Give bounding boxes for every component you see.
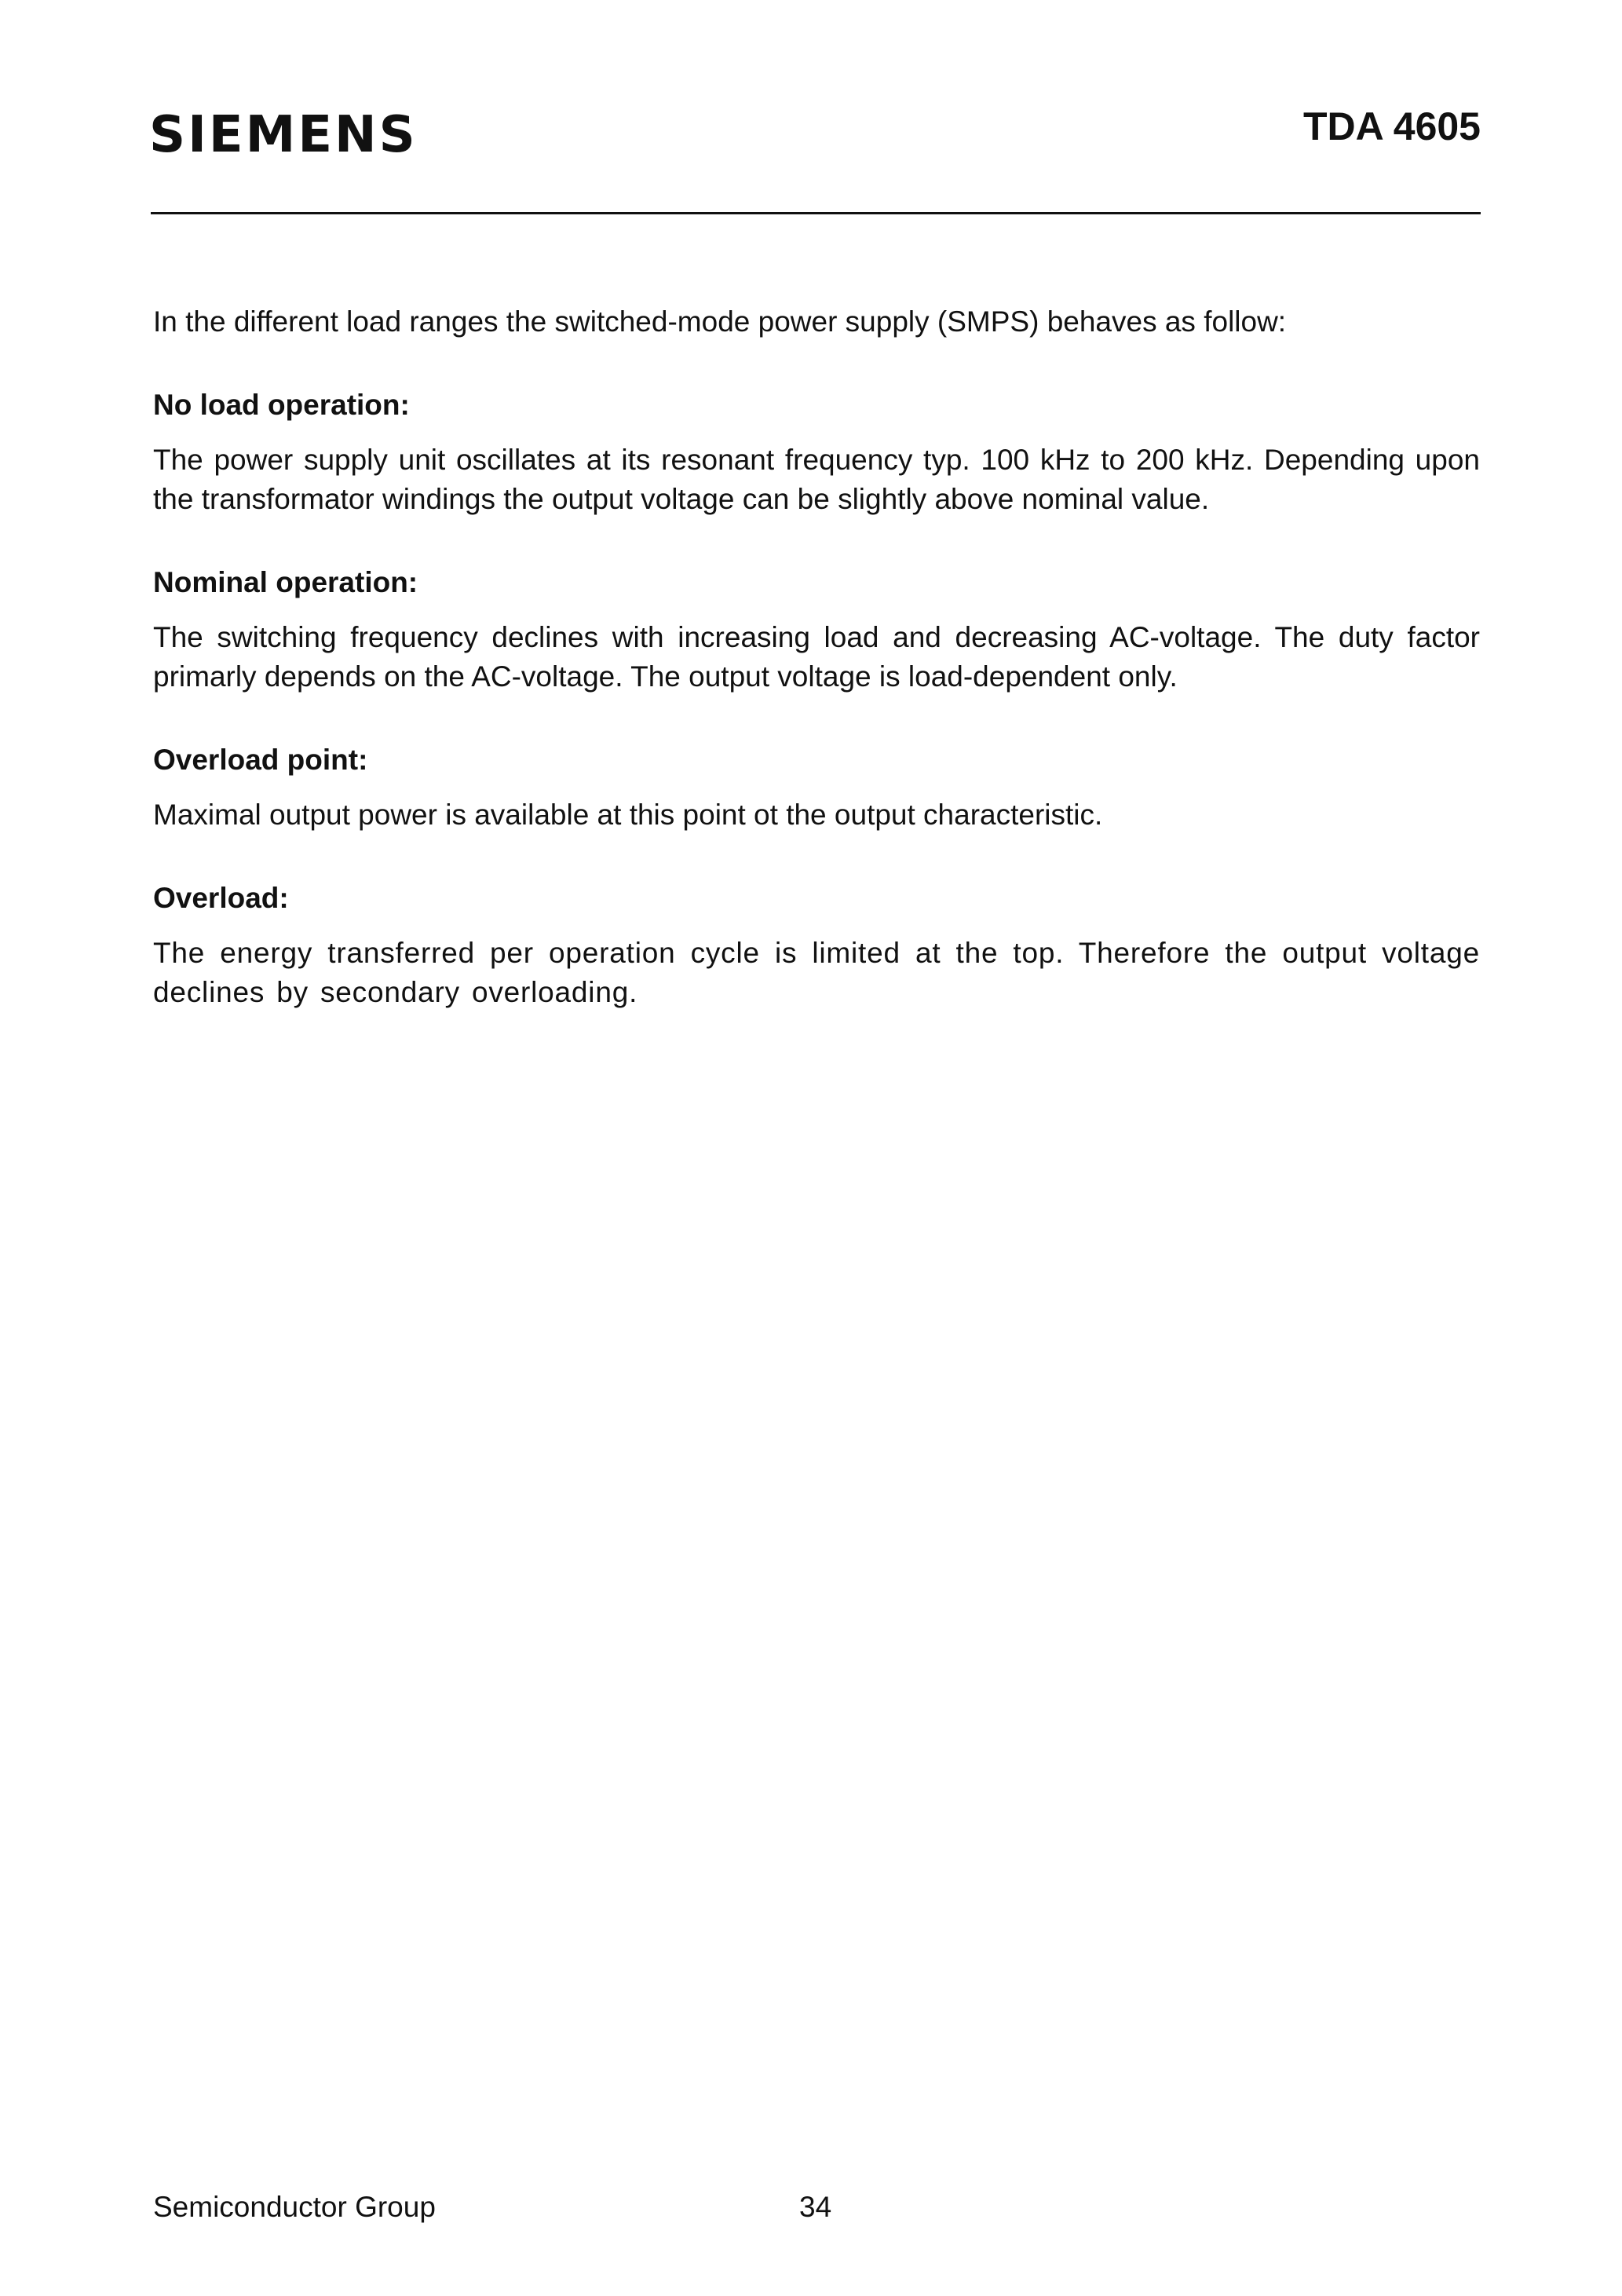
page-number: 34	[799, 2191, 832, 2223]
intro-paragraph: In the different load ranges the switched-mode power supply (SMPS) behaves as follow:	[153, 305, 1287, 338]
section-body: The switching frequency declines with increasing load and decreasing AC-voltage. The duty factor primarly depends on the AC-voltage. The output voltage is load-dependent only.	[153, 621, 1480, 693]
main-content	[153, 302, 1480, 1056]
section-heading: Overload point:	[153, 744, 368, 776]
section-nominal	[153, 563, 1480, 696]
section-body: Maximal output power is available at this point ot the output characteristic.	[153, 799, 1103, 831]
section-body: The energy transferred per operation cycle is limited at the top. Therefore the output voltage declines by secondary overloading.	[153, 937, 1480, 1008]
section-body: The power supply unit oscillates at its resonant frequency typ. 100 kHz to 200 kHz. Depending upon the transformator windings the output voltage can be slightly above nominal value.	[153, 444, 1480, 515]
section-heading: Overload:	[153, 882, 289, 914]
footer-publisher: Semiconductor Group	[153, 2191, 436, 2223]
header-rule	[151, 212, 1481, 214]
section-heading: Nominal operation:	[153, 566, 418, 598]
section-heading: No load operation:	[153, 389, 410, 421]
section-overload-point	[153, 740, 1480, 835]
siemens-logo: SIEMENS	[149, 106, 418, 164]
section-overload	[153, 879, 1480, 1012]
document-code: TDA 4605	[1302, 104, 1481, 148]
section-no-load	[153, 386, 1480, 519]
